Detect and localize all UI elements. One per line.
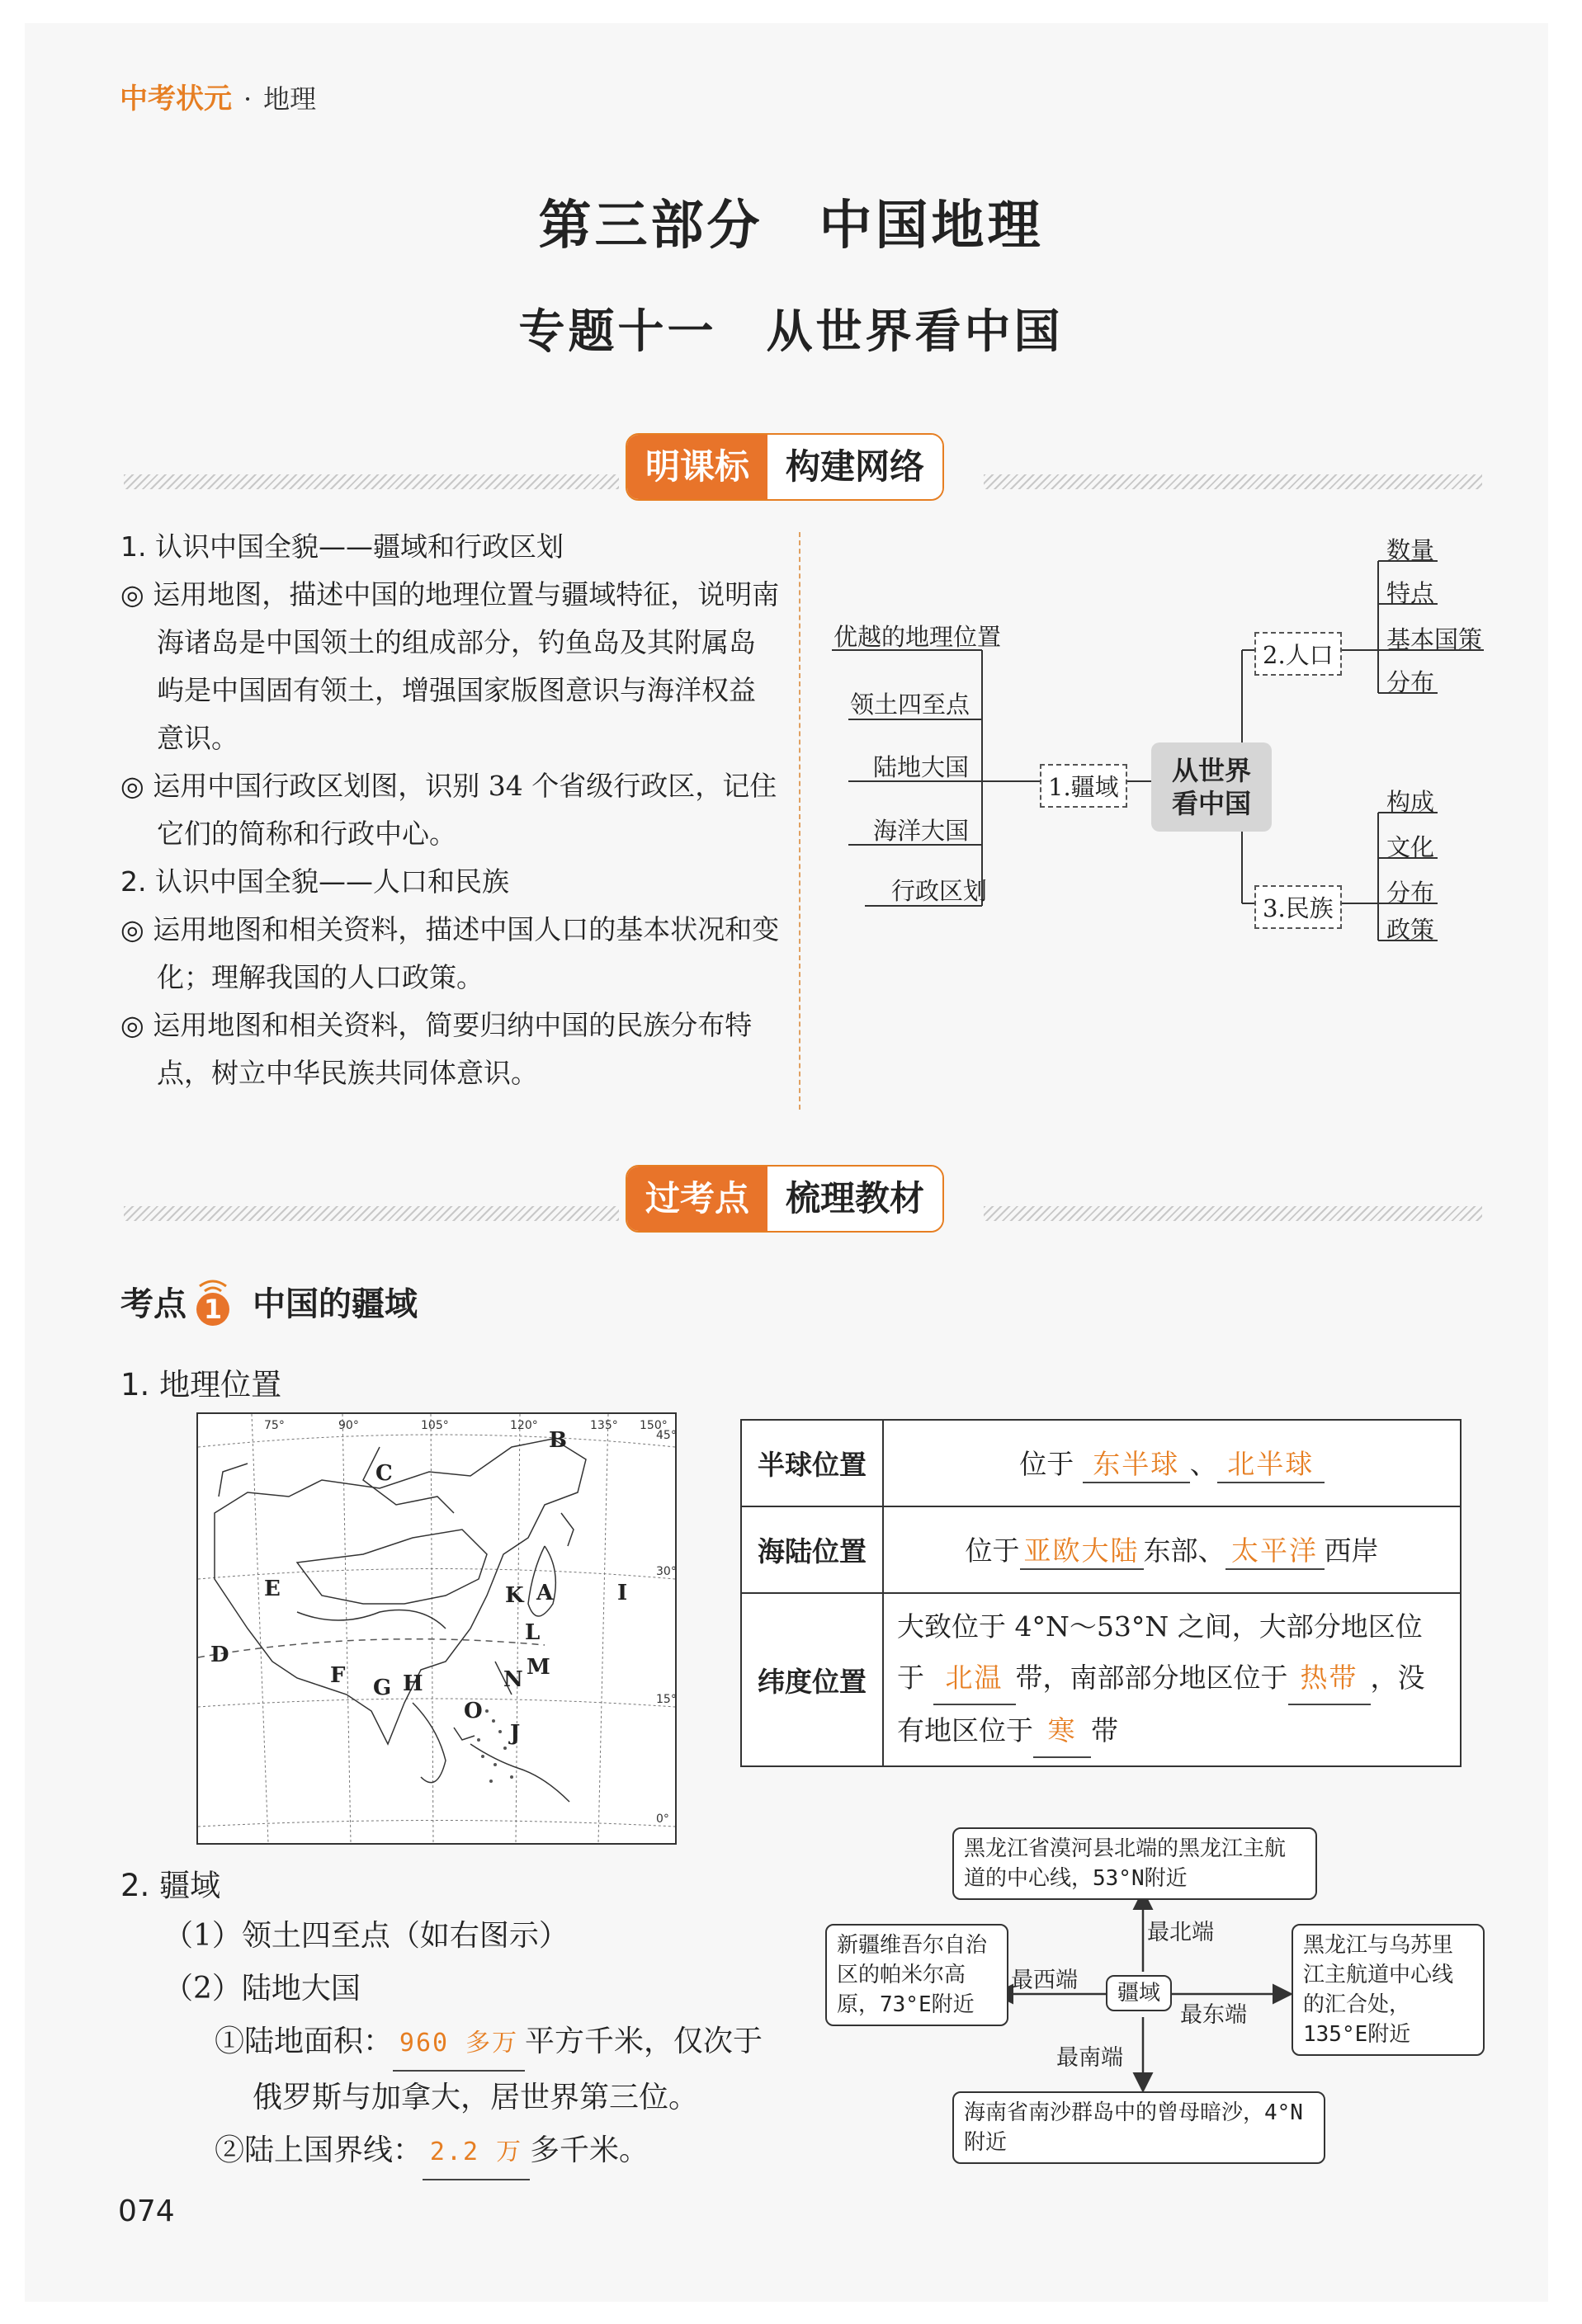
position-table [740,1419,1462,1767]
table-row [741,1420,1461,1506]
map-point-H: H [403,1671,423,1696]
hatch-divider [124,1206,619,1221]
answer-blank: 北半球 [1217,1443,1325,1483]
extremes-diagram [817,1823,1502,2161]
map-point-A: A [536,1581,554,1605]
brand-logo: 中考状元 [120,82,232,115]
lat-label: 45° [656,1429,675,1442]
map-point-F: F [330,1663,346,1688]
req-bullet: ◎ 运用地图和相关资料，简要归纳中国的民族分布特点，树立中华民族共同体意识。 [120,1009,753,1089]
land-area-line [163,2015,763,2072]
north-extreme-box: 黑龙江省漠河县北端的黑龙江主航道的中心线，53°N附近 [952,1827,1317,1900]
text: 位于 [965,1534,1020,1567]
lat-label: 30° [656,1565,675,1578]
running-header [120,76,316,116]
map-point-G: G [373,1676,392,1700]
mm-branch-population: 2.人口 [1254,632,1342,676]
map-point-K: K [505,1583,524,1608]
map-point-J: J [510,1721,521,1746]
header-subject: 地理 [263,83,317,115]
req-bullet: ◎ 运用中国行政区划图，识别 34 个省级行政区，记住它们的简称和行政中心。 [120,770,777,850]
map-point-L: L [525,1620,541,1645]
lon-label: 75° [264,1419,285,1432]
req-heading: 1. 认识中国全貌——疆域和行政区划 [120,530,564,563]
mm-item: 陆地大国 [873,753,970,781]
table-row [741,1593,1461,1766]
row-value [883,1506,1461,1593]
extremes-center: 疆域 [1106,1975,1172,2011]
text: 带，南部部分地区位于 [1015,1662,1288,1694]
curriculum-requirements [120,523,781,1097]
mm-item: 分布 [1386,879,1435,907]
req-heading: 2. 认识中国全貌——人口和民族 [120,865,509,898]
table-row [741,1506,1461,1593]
map-point-C: C [375,1461,393,1486]
mm-item: 特点 [1386,579,1435,607]
mm-center [1151,742,1272,832]
text: 多千米。 [530,2133,649,2167]
asia-map-svg [198,1414,675,1843]
east-label: 最东端 [1180,2002,1247,2028]
banner-left-label: 明课标 [627,435,767,499]
banner-left-label: 过考点 [627,1167,767,1231]
section-geo-position: 1. 地理位置 [120,1367,282,1402]
row-key: 半球位置 [741,1420,883,1506]
west-label: 最西端 [1011,1968,1078,1993]
south-extreme-box: 海南省南沙群岛中的曾母暗沙，4°N附近 [952,2091,1325,2164]
map-point-E: E [264,1577,281,1601]
mm-item: 构成 [1386,788,1435,816]
west-extreme-box: 新疆维吾尔自治区的帕米尔高原，73°E附近 [825,1924,1008,2026]
text: ，没有地区位于 [897,1662,1425,1747]
mm-branch-territory: 1.疆域 [1040,764,1127,808]
hatch-divider [984,474,1482,489]
kaodian-heading [120,1275,418,1327]
mm-item: 领土四至点 [850,691,970,719]
lon-label: 90° [338,1419,359,1432]
south-label: 最南端 [1056,2045,1123,2071]
mm-item: 文化 [1386,833,1435,861]
mm-item: 优越的地理位置 [834,623,1002,651]
hatch-divider [984,1206,1482,1221]
mm-item: 政策 [1386,916,1435,944]
map-point-I: I [617,1581,628,1605]
answer-blank: 北温 [933,1652,1016,1705]
item-text: （1）领土四至点（如右图示） [163,1919,569,1953]
kaodian-number: 1 [203,1294,223,1325]
section-territory: 2. 疆域 [120,1868,221,1903]
territory-items [163,1910,763,2180]
text: ②陆上国界线： [215,2133,423,2167]
text: 平方千米，仅次于 [525,2025,763,2058]
kaodian-label: 考点 [120,1285,187,1323]
hatch-divider [124,474,619,489]
mm-item: 基本国策 [1386,625,1483,653]
answer-blank: 寒 [1033,1705,1091,1758]
row-key: 海陆位置 [741,1506,883,1593]
page-number: 074 [118,2194,175,2228]
lon-label: 120° [510,1419,538,1432]
map-point-O: O [464,1699,483,1723]
lon-label: 135° [590,1419,618,1432]
answer-blank: 东半球 [1083,1443,1190,1483]
text: ①陆地面积： [215,2025,394,2058]
header-dot: · [243,83,253,115]
kaodian-title: 中国的疆域 [253,1285,418,1323]
mm-item: 数量 [1386,536,1435,564]
mm-center-label: 从世界看中国 [1171,755,1251,819]
answer-blank: 亚欧大陆 [1020,1530,1144,1570]
banner-textbook [626,1165,944,1233]
text: 东部、 [1143,1534,1225,1567]
mm-item: 海洋大国 [873,817,970,845]
signal-icon [190,1275,236,1327]
text: 西岸 [1324,1534,1379,1567]
mm-item: 分布 [1386,668,1435,696]
req-bullet: ◎ 运用地图，描述中国的地理位置与疆域特征，说明南海诸岛是中国领土的组成部分，钓鱼岛及其附属岛屿是中国固有领土，增强国家版图意识与海洋权益意识。 [120,578,780,754]
map-point-B: B [549,1428,567,1453]
part-title: 第三部分 中国地理 [538,195,1044,257]
map-point-M: M [527,1655,550,1680]
lon-label: 150° [640,1419,668,1432]
dashed-separator [799,532,800,1110]
topic-title: 专题十一 从世界看中国 [518,305,1064,359]
item-text: （2）陆地大国 [163,1972,361,2006]
north-label: 最北端 [1147,1920,1214,1945]
text: 位于 [1019,1448,1074,1480]
lon-label: 105° [421,1419,449,1432]
item-text: 俄罗斯与加拿大，居世界第三位。 [253,2081,699,2114]
answer-blank: 太平洋 [1225,1530,1325,1570]
banner-curriculum [626,433,944,501]
banner-right-label: 构建网络 [767,435,942,499]
req-bullet: ◎ 运用地图和相关资料，描述中国人口的基本状况和变化；理解我国的人口政策。 [120,913,780,993]
text: 带 [1091,1714,1118,1747]
border-line [163,2124,763,2180]
row-value [883,1420,1461,1506]
east-extreme-box: 黑龙江与乌苏里江主航道中心线的汇合处，135°E附近 [1292,1924,1485,2056]
answer-blank: 960 多万 [393,2017,525,2072]
map-point-D: D [210,1643,229,1667]
banner-right-label: 梳理教材 [767,1167,942,1231]
row-value [883,1593,1461,1766]
mm-item: 行政区划 [891,877,988,905]
row-key: 纬度位置 [741,1593,883,1766]
asia-map [196,1412,677,1845]
lat-label: 0° [656,1813,669,1826]
answer-blank: 2.2 万 [423,2126,530,2180]
text: 、 [1189,1448,1217,1480]
text: 大致位于 4°N～53°N 之间，大部分地区位于 [897,1610,1423,1694]
mind-map [817,528,1518,1122]
lat-label: 15° [656,1693,675,1706]
mm-branch-ethnic: 3.民族 [1254,885,1342,929]
answer-blank: 热带 [1288,1652,1371,1705]
map-point-N: N [503,1667,523,1692]
